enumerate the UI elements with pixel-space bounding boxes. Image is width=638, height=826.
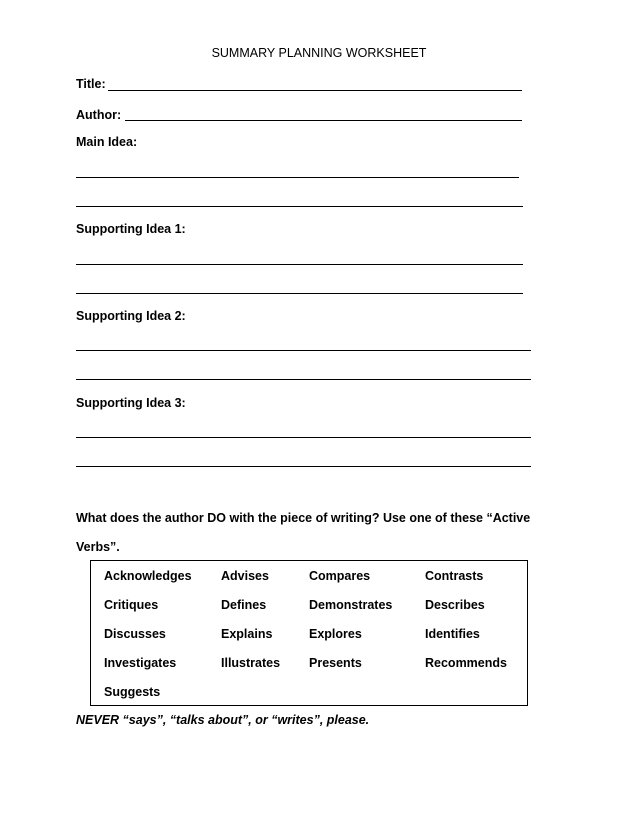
verb-item: Presents bbox=[309, 656, 362, 670]
supporting-idea-1-line-2 bbox=[76, 293, 523, 294]
supporting-idea-3-line-1 bbox=[76, 437, 531, 438]
title-label: Title: bbox=[76, 77, 106, 91]
supporting-idea-2-line-2 bbox=[76, 379, 531, 380]
main-idea-line-1 bbox=[76, 177, 519, 178]
supporting-idea-3-label: Supporting Idea 3: bbox=[76, 396, 186, 410]
title-fill-line bbox=[108, 90, 522, 91]
supporting-idea-2-line-1 bbox=[76, 350, 531, 351]
verb-item: Defines bbox=[221, 598, 267, 612]
verb-item: Identifies bbox=[425, 627, 480, 641]
verb-item: Demonstrates bbox=[309, 598, 393, 612]
verb-item: Suggests bbox=[104, 685, 161, 699]
author-fill-line bbox=[125, 120, 522, 121]
supporting-idea-2-label: Supporting Idea 2: bbox=[76, 309, 186, 323]
author-label: Author: bbox=[76, 108, 122, 122]
verb-item: Acknowledges bbox=[104, 569, 192, 583]
verb-item: Illustrates bbox=[221, 656, 281, 670]
verb-item: Investigates bbox=[104, 656, 177, 670]
verb-item: Describes bbox=[425, 598, 485, 612]
verb-item: Contrasts bbox=[425, 569, 484, 583]
verb-item: Explains bbox=[221, 627, 273, 641]
verb-item: Explores bbox=[309, 627, 362, 641]
verb-item: Recommends bbox=[425, 656, 507, 670]
main-idea-label: Main Idea: bbox=[76, 135, 138, 149]
verb-item: Compares bbox=[309, 569, 371, 583]
verb-item: Advises bbox=[221, 569, 269, 583]
verb-item: Discusses bbox=[104, 627, 166, 641]
active-verbs-question-line-2: Verbs”. bbox=[76, 540, 120, 554]
supporting-idea-3-line-2 bbox=[76, 466, 531, 467]
worksheet-title: SUMMARY PLANNING WORKSHEET bbox=[211, 46, 427, 60]
supporting-idea-1-label: Supporting Idea 1: bbox=[76, 222, 186, 236]
verb-item: Critiques bbox=[104, 598, 159, 612]
active-verbs-box bbox=[90, 560, 528, 706]
active-verbs-question-line-1: What does the author DO with the piece of writing? Use one of these “Active bbox=[76, 511, 531, 525]
footnote-warning: NEVER “says”, “talks about”, or “writes”, please. bbox=[76, 713, 370, 727]
main-idea-line-2 bbox=[76, 206, 523, 207]
supporting-idea-1-line-1 bbox=[76, 264, 523, 265]
